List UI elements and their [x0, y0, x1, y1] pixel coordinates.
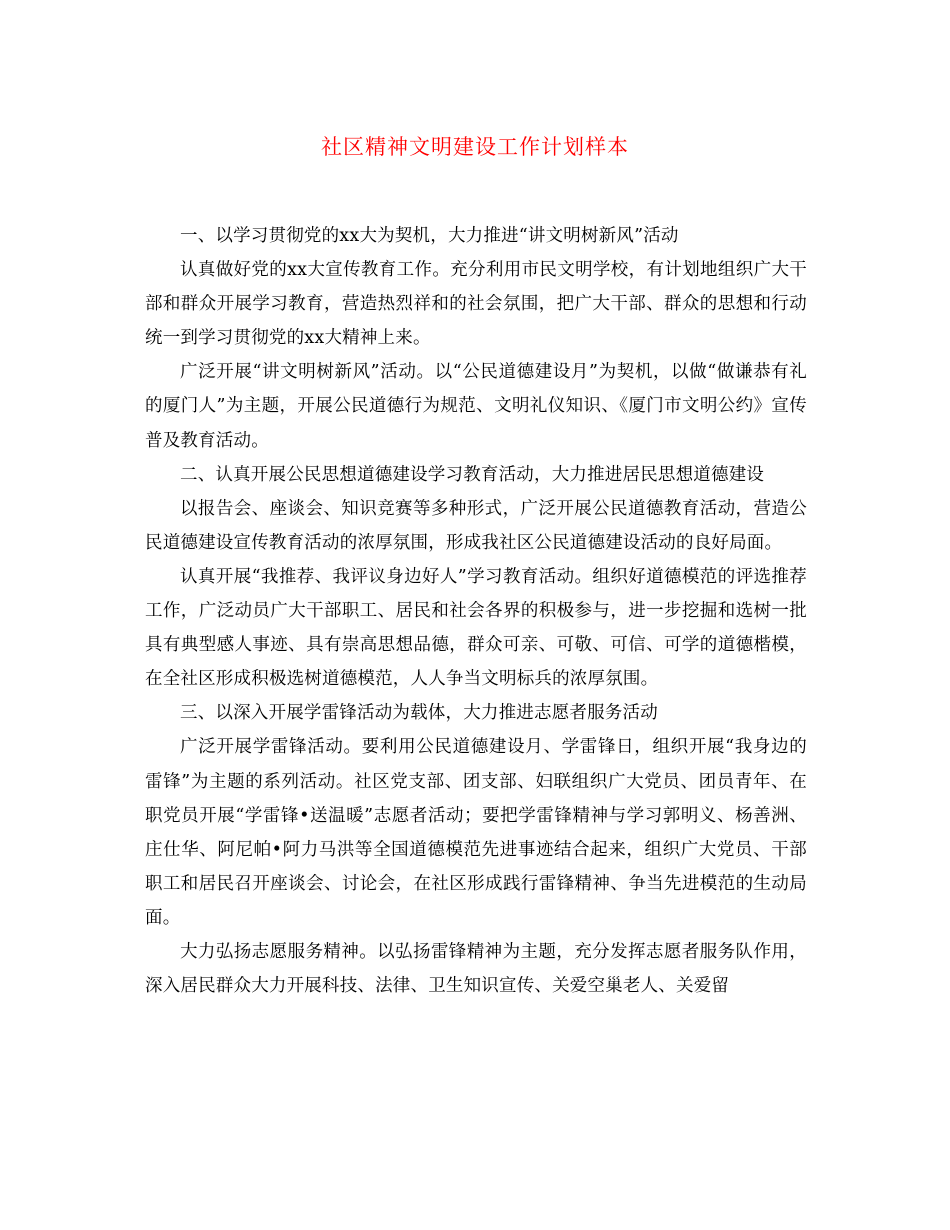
- section-heading-3: 三、以深入开展学雷锋活动为载体，大力推进志愿者服务活动: [180, 703, 658, 724]
- paragraph: 认真开展“我推荐、我评议身边好人”学习教育活动。组织好道德模范的评选推荐工作，广泛动员广大干部职工、居民和社会各界的积极参与，进一步挖掘和选树一批具有典型感人事迹、具有崇高思想品德，群众可亲、可敬、可信、可学的道德楷模，在全社区形成积极选树道德模范，人人争当文明标兵的浓厚氛围。: [145, 566, 807, 690]
- paragraph: 广泛开展“讲文明树新风”活动。以“公民道德建设月”为契机，以做“做谦恭有礼的厦门人”为主题，开展公民道德行为规范、文明礼仪知识、《厦门市文明公约》宣传普及教育活动。: [145, 362, 807, 451]
- paragraph: 大力弘扬志愿服务精神。以弘扬雷锋精神为主题，充分发挥志愿者服务队作用，深入居民群众大力开展科技、法律、卫生知识宣传、关爱空巢老人、关爱留: [145, 941, 807, 997]
- document-body: [145, 219, 807, 1003]
- paragraph: 广泛开展学雷锋活动。要利用公民道德建设月、学雷锋日，组织开展“我身边的雷锋”为主题的系列活动。社区党支部、团支部、妇联组织广大党员、团员青年、在职党员开展“学雷锋•送温暖”志愿者活动；要把学雷锋精神与学习郭明义、杨善洲、庄仕华、阿尼帕•阿力马洪等全国道德模范先进事迹结合起来，组织广大党员、干部职工和居民召开座谈会、讨论会，在社区形成践行雷锋精神、争当先进模范的生动局面。: [145, 737, 807, 928]
- paragraph: 认真做好党的xx大宣传教育工作。充分利用市民文明学校，有计划地组织广大干部和群众开展学习教育，营造热烈祥和的社会氛围，把广大干部、群众的思想和行动统一到学习贯彻党的xx大精神上来。: [145, 260, 807, 349]
- document-title: 社区精神文明建设工作计划样本: [321, 135, 629, 159]
- section-heading-2: 二、认真开展公民思想道德建设学习教育活动，大力推进居民思想道德建设: [180, 464, 765, 485]
- paragraph: 以报告会、座谈会、知识竞赛等多种形式，广泛开展公民道德教育活动，营造公民道德建设宣传教育活动的浓厚氛围，形成我社区公民道德建设活动的良好局面。: [145, 498, 807, 553]
- section-heading-1: 一、以学习贯彻党的xx大为契机，大力推进“讲文明树新风”活动: [180, 226, 679, 246]
